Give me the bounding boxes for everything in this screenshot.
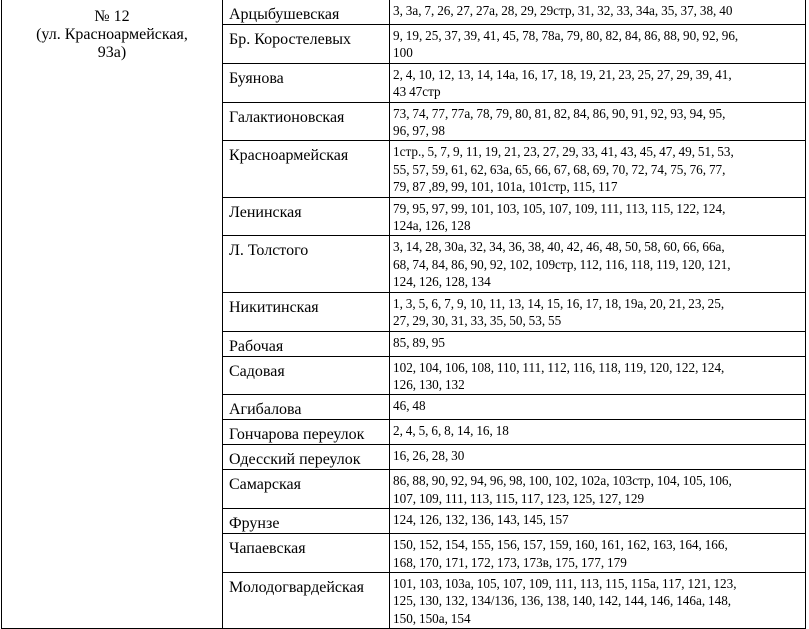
house-numbers <box>390 63 806 102</box>
house-numbers <box>390 102 806 141</box>
house-numbers-line: 150, 150а, 154 <box>393 610 471 626</box>
house-numbers-line: 96, 97, 98 <box>393 123 445 139</box>
house-numbers <box>390 25 806 64</box>
house-numbers-line: 168, 170, 171, 172, 173, 173в, 175, 177, 179 <box>393 554 627 570</box>
house-numbers-line: 124, 126, 128, 134 <box>393 274 491 290</box>
house-numbers-line: 73, 74, 77, 77а, 78, 79, 80, 81, 82, 84, 86, 90, 91, 92, 93, 94, 95, <box>393 105 726 121</box>
house-numbers-line: 16, 26, 28, 30 <box>393 448 465 464</box>
district-number: № 12 <box>94 8 130 25</box>
house-numbers <box>390 141 806 197</box>
house-numbers <box>390 509 806 534</box>
house-numbers <box>390 292 806 331</box>
house-numbers-line: 150, 152, 154, 155, 156, 157, 159, 160, 161, 162, 163, 164, 166, <box>393 537 728 553</box>
house-numbers-line: 55, 57, 59, 61, 62, 63а, 65, 66, 67, 68, 69, 70, 72, 74, 75, 76, 77, <box>393 161 726 177</box>
street-name: Арцыбушевская <box>223 0 390 25</box>
district-streets-table <box>1 0 806 629</box>
district-address-line1: (ул. Красноармейская, <box>36 26 188 43</box>
house-numbers-line: 100 <box>393 45 413 61</box>
street-name: Ленинская <box>223 197 390 236</box>
house-numbers-line: 3, 14, 28, 30а, 32, 34, 36, 38, 40, 42, 46, 48, 50, 58, 60, 66, 66а, <box>393 239 725 255</box>
house-numbers-line: 102, 104, 106, 108, 110, 111, 112, 116, 118, 119, 120, 122, 124, <box>393 359 725 375</box>
house-numbers-line: 2, 4, 5, 6, 8, 14, 16, 18 <box>393 423 509 439</box>
house-numbers-line: 124, 126, 132, 136, 143, 145, 157 <box>393 512 569 528</box>
street-name: Садовая <box>223 356 390 395</box>
street-name: Гончарова переулок <box>223 420 390 445</box>
street-name: Рабочая <box>223 331 390 356</box>
house-numbers-line: 107, 109, 111, 113, 115, 117, 123, 125, 127, 129 <box>393 490 645 506</box>
house-numbers-line: 2, 4, 10, 12, 13, 14, 14а, 16, 17, 18, 19, 21, 23, 25, 27, 29, 39, 41, <box>393 66 732 82</box>
street-name: Одесский переулок <box>223 445 390 470</box>
street-name: Буянова <box>223 63 390 102</box>
street-name: Фрунзе <box>223 509 390 534</box>
house-numbers <box>390 197 806 236</box>
house-numbers-line: 1, 3, 5, 6, 7, 9, 10, 11, 13, 14, 15, 16, 17, 18, 19а, 20, 21, 23, 25, <box>393 295 725 311</box>
house-numbers <box>390 356 806 395</box>
house-numbers-line: 85, 89, 95 <box>393 334 445 350</box>
house-numbers <box>390 445 806 470</box>
house-numbers <box>390 572 806 628</box>
house-numbers-line: 86, 88, 90, 92, 94, 96, 98, 100, 102, 102а, 103стр, 104, 105, 106, <box>393 473 732 489</box>
table-body <box>2 0 806 629</box>
house-numbers-line: 9, 19, 25, 37, 39, 41, 45, 78, 78а, 79, 80, 82, 84, 86, 88, 90, 92, 96, <box>393 28 739 43</box>
house-numbers <box>390 0 806 25</box>
house-numbers-line: 125, 130, 132, 134/136, 136, 138, 140, 142, 144, 146, 146а, 148, <box>393 593 732 609</box>
house-numbers <box>390 534 806 573</box>
street-name: Агибалова <box>223 395 390 420</box>
house-numbers-line: 101, 103, 103а, 105, 107, 109, 111, 113, 115, 115а, 117, 121, 123, <box>393 575 737 591</box>
house-numbers-line: 43 47стр <box>393 84 441 100</box>
house-numbers-line: 79, 87 ,89, 99, 101, 101а, 101стр, 115, 117 <box>393 179 618 195</box>
house-numbers <box>390 470 806 509</box>
street-name: Красноармейская <box>223 141 390 197</box>
street-name: Бр. Коростелевых <box>223 25 390 64</box>
house-numbers-line: 68, 74, 84, 86, 90, 92, 102, 109стр, 112, 116, 118, 119, 120, 121, <box>393 256 731 272</box>
district-address-line2: 93а) <box>97 44 127 61</box>
house-numbers-line: 1стр., 5, 7, 9, 11, 19, 21, 23, 27, 29, 33, 41, 43, 45, 47, 49, 51, 53, <box>393 144 734 160</box>
house-numbers-line: 46, 48 <box>393 398 426 414</box>
street-name: Самарская <box>223 470 390 509</box>
house-numbers-line: 3, 3а, 7, 26, 27, 27а, 28, 29, 29стр, 31, 32, 33, 34а, 35, 37, 38, 40 <box>393 3 733 18</box>
table-row <box>2 0 806 25</box>
house-numbers <box>390 395 806 420</box>
street-name: Л. Толстого <box>223 236 390 292</box>
house-numbers-line: 126, 130, 132 <box>393 376 465 392</box>
house-numbers-line: 79, 95, 97, 99, 101, 103, 105, 107, 109, 111, 113, 115, 122, 124, <box>393 200 726 216</box>
street-name: Никитинская <box>223 292 390 331</box>
house-numbers <box>390 236 806 292</box>
district-cell <box>2 0 223 629</box>
house-numbers-line: 27, 29, 30, 31, 33, 35, 50, 53, 55 <box>393 313 562 329</box>
house-numbers <box>390 331 806 356</box>
house-numbers <box>390 420 806 445</box>
house-numbers-line: 124а, 126, 128 <box>393 218 471 234</box>
street-name: Чапаевская <box>223 534 390 573</box>
street-name: Галактионовская <box>223 102 390 141</box>
street-name: Молодогвардейская <box>223 572 390 628</box>
